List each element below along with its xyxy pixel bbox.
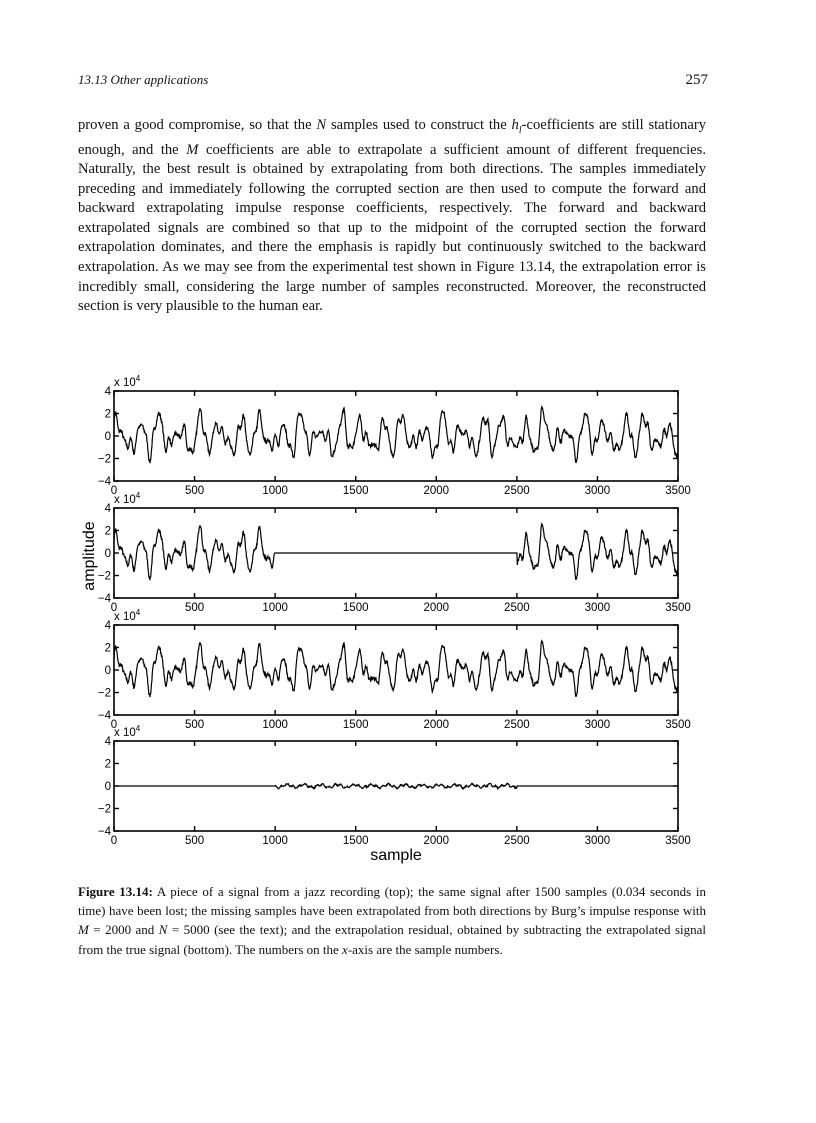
x-tick-label: 500 — [184, 485, 205, 497]
x-tick-label: 3500 — [665, 835, 691, 847]
x-tick-label: 3500 — [665, 602, 691, 614]
scale-factor: x $10^4$ — [114, 724, 141, 739]
x-tick-label: 1500 — [342, 719, 369, 731]
x-tick-label: 2000 — [423, 602, 450, 614]
figure-caption: Figure 13.14: A piece of a signal from a jazz recording (top); the same signal after 1500 samples (0.034 seconds in time) have been lost; the missing samples have been extrapolated from both directions by Burg’s impulse response with M = 2000 and N = 5000 (see the text); and the extrapolation residual, obtained by subtracting the extrapolated signal from the true signal (bottom). The numbers on the x-axis are the sample numbers. — [78, 884, 706, 957]
body-text-4: coefficients are able to extrapolate a sufficient amount of different frequencies. Naturally, the best result is obtained by extrapolating from both directions. The samples immediately preceding and immediately following the corrupted section are then used to compute the forward and backward extrapolating impulse response coefficients, respectively. The forward and backward extrapolated signals are combined so that up to the midpoint of the corrupted section the forward extrapolation dominates, and there the emphasis is rapidly but continuously switched to the backward extrapolation. As we may see from the experimental test shown in Figure 13.14, the extrapolation error is incredibly small, considering the large number of samples reconstructed. Moreover, the reconstructed section is very plausible to the human ear. — [78, 141, 706, 315]
y-tick-label: −4 — [97, 710, 111, 722]
x-tick-label: 3000 — [584, 835, 611, 847]
math-h: $h_l$ — [511, 117, 522, 136]
x-tick-label: 3500 — [665, 485, 691, 497]
series-line — [114, 641, 678, 697]
y-tick-label: 4 — [104, 736, 111, 748]
chart-panels — [98, 374, 691, 847]
math-N: N — [316, 117, 327, 133]
body-text-1: proven a good compromise, so that the — [78, 117, 312, 133]
y-tick-label: 0 — [104, 781, 111, 793]
y-tick-label: 0 — [104, 431, 111, 443]
x-tick-label: 1000 — [262, 719, 288, 731]
series-line — [114, 524, 678, 580]
caption-label: Figure 13.14: — [78, 884, 153, 899]
y-tick-label: 4 — [104, 503, 111, 515]
body-text-3: -coefficients are still stationary enough, and the — [78, 117, 706, 158]
x-tick-label: 500 — [184, 602, 205, 614]
y-tick-label: −2 — [97, 453, 111, 466]
amplitude-label: amplitude — [81, 521, 98, 591]
sample-label: sample — [370, 847, 422, 864]
x-tick-label: 0 — [110, 719, 118, 731]
y-tick-label: −2 — [97, 570, 111, 583]
body-text-2: samples used to construct the — [330, 117, 507, 133]
x-tick-label: 500 — [184, 719, 205, 731]
chart-panel — [98, 491, 691, 614]
y-tick-label: 0 — [104, 548, 111, 560]
scale-factor: x $10^4$ — [114, 491, 141, 506]
body-paragraph — [78, 116, 706, 317]
section-title: 13.13 Other applications — [78, 72, 209, 87]
x-tick-label: 1500 — [342, 485, 369, 497]
y-tick-label: 4 — [104, 386, 111, 398]
y-tick-label: 2 — [104, 525, 111, 538]
y-tick-label: 2 — [104, 642, 111, 655]
x-tick-label: 1500 — [342, 835, 369, 847]
scale-factor: x $10^4$ — [114, 374, 141, 389]
y-tick-label: −4 — [97, 593, 111, 605]
chart-panel — [98, 374, 691, 497]
x-tick-label: 0 — [110, 602, 118, 614]
chart-panel — [98, 608, 691, 731]
math-M: M — [186, 141, 199, 158]
x-tick-label: 2000 — [423, 719, 450, 731]
x-tick-label: 500 — [184, 835, 205, 847]
scale-factor: x $10^4$ — [114, 608, 141, 623]
running-head — [78, 72, 708, 92]
y-tick-label: −2 — [97, 687, 111, 700]
x-tick-label: 3000 — [584, 602, 611, 614]
y-tick-label: 4 — [104, 620, 111, 632]
x-tick-label: 1500 — [342, 602, 369, 614]
figure-13-14 — [0, 360, 816, 880]
x-tick-label: 2000 — [423, 485, 450, 497]
y-tick-label: 2 — [104, 758, 111, 771]
x-tick-label: 2500 — [504, 719, 530, 731]
page-number: 257 — [685, 72, 708, 88]
y-tick-label: 0 — [104, 665, 111, 677]
x-tick-label: 0 — [110, 835, 118, 847]
x-tick-label: 1000 — [262, 485, 288, 497]
x-tick-label: 1000 — [262, 602, 288, 614]
series-line — [114, 407, 678, 463]
x-tick-label: 2500 — [504, 602, 530, 614]
x-tick-label: 2500 — [504, 485, 530, 497]
x-tick-label: 0 — [110, 485, 118, 497]
y-tick-label: −4 — [97, 826, 111, 838]
y-tick-label: −4 — [97, 476, 111, 488]
series-line — [114, 783, 678, 789]
y-tick-label: −2 — [97, 803, 111, 816]
x-tick-label: 3500 — [665, 719, 691, 731]
chart-panel — [98, 724, 691, 847]
x-tick-label: 2500 — [504, 835, 530, 847]
x-tick-label: 2000 — [423, 835, 450, 847]
y-tick-label: 2 — [104, 408, 111, 421]
x-tick-label: 3000 — [584, 485, 611, 497]
x-tick-label: 1000 — [262, 835, 288, 847]
x-tick-label: 3000 — [584, 719, 611, 731]
